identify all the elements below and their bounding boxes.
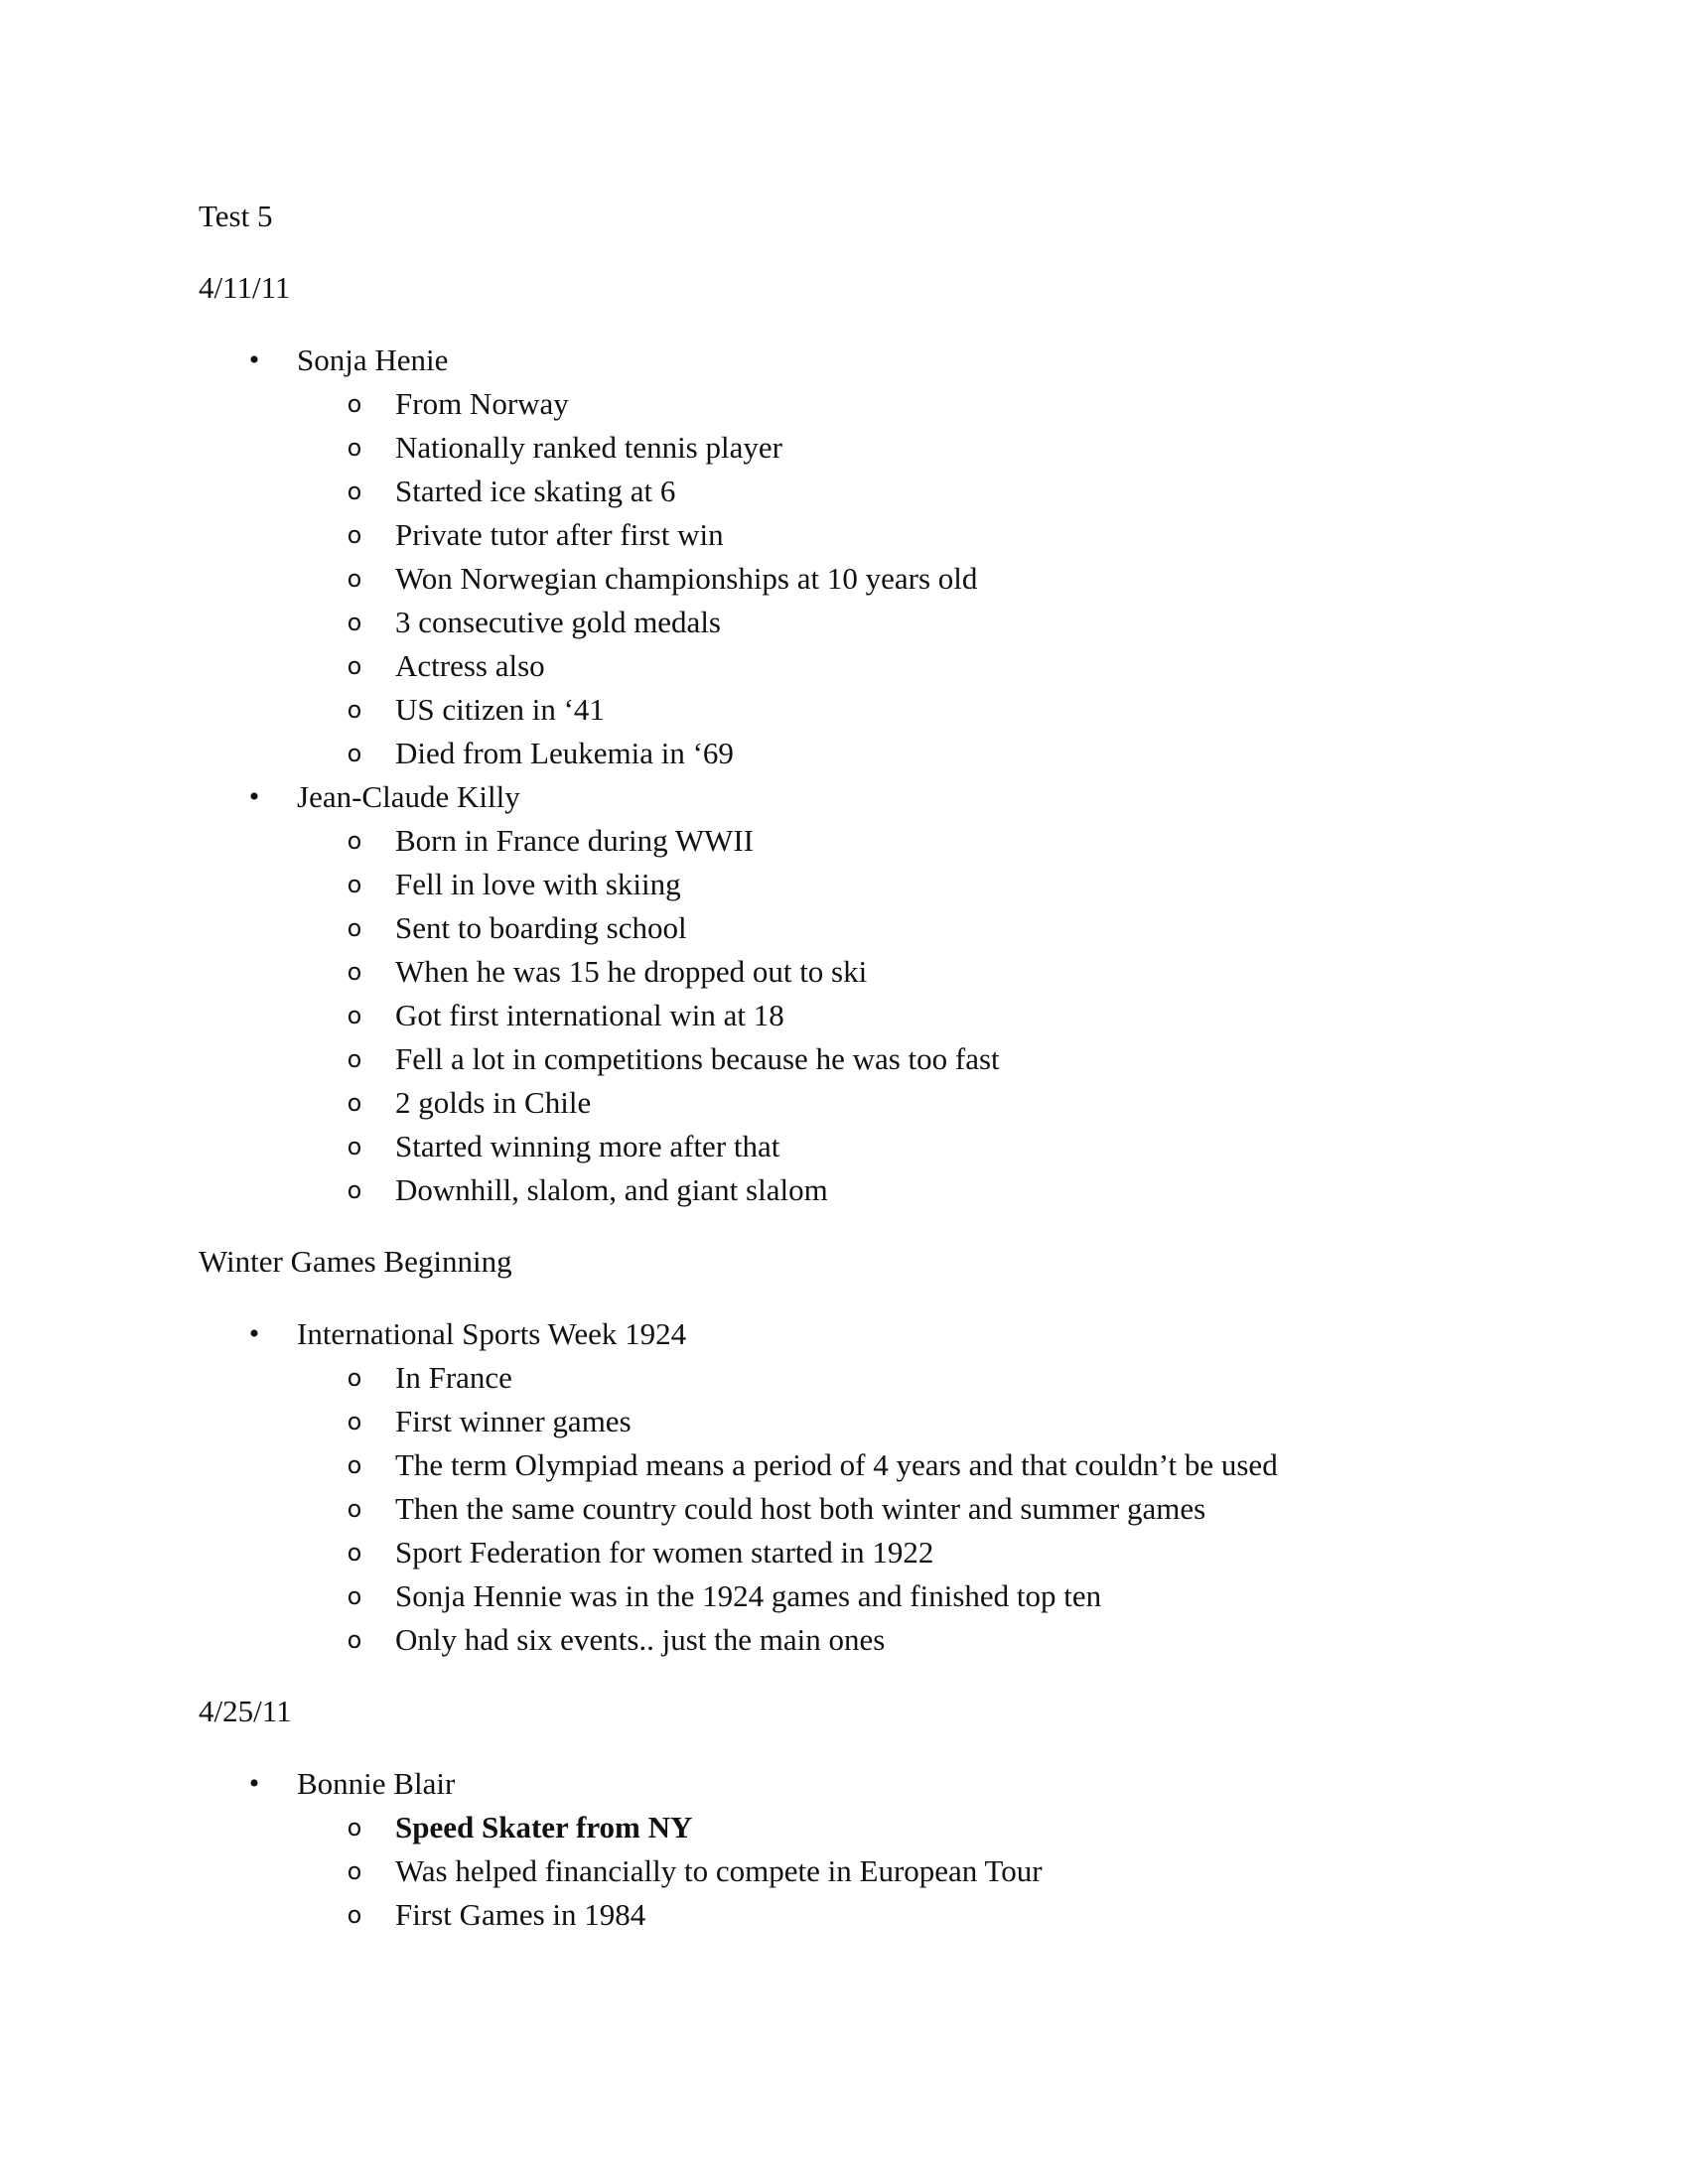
circle-bullet-icon: o [347, 1045, 362, 1073]
bullet-label: International Sports Week 1924 [297, 1316, 687, 1351]
circle-bullet-icon: o [347, 1408, 362, 1435]
circle-bullet-icon: o [347, 478, 362, 505]
circle-bullet-icon: o [347, 1495, 362, 1523]
sub-item: First winner games [395, 1404, 632, 1438]
circle-bullet-icon: o [347, 1133, 362, 1160]
sub-item-bold: Speed Skater from NY [395, 1810, 693, 1844]
sub-item: Sonja Hennie was in the 1924 games and finished top ten [395, 1578, 1102, 1613]
sub-item: Died from Leukemia in ‘69 [395, 736, 734, 770]
sub-item: Was helped financially to compete in European Tour [395, 1853, 1043, 1888]
sub-item: Actress also [395, 648, 545, 683]
circle-bullet-icon: o [347, 740, 362, 767]
circle-bullet-icon: o [347, 1089, 362, 1117]
sub-item: Fell a lot in competitions because he was too fast [395, 1041, 1000, 1076]
circle-bullet-icon: o [347, 1857, 362, 1885]
sub-item: Won Norwegian championships at 10 years old [395, 561, 978, 596]
sub-item: Downhill, slalom, and giant slalom [395, 1172, 828, 1207]
circle-bullet-icon: o [347, 1539, 362, 1567]
circle-bullet-icon: o [347, 652, 362, 680]
sub-item: Sport Federation for women started in 1922 [395, 1535, 934, 1570]
bullet-label: Bonnie Blair [297, 1766, 456, 1801]
bullet-icon: • [248, 343, 260, 376]
circle-bullet-icon: o [347, 1582, 362, 1610]
circle-bullet-icon: o [347, 1901, 362, 1929]
sub-item: Then the same country could host both winter and summer games [395, 1491, 1206, 1526]
sub-item: Only had six events.. just the main ones [395, 1622, 886, 1657]
sub-item: Private tutor after first win [395, 517, 724, 552]
bullet-label: Sonja Henie [297, 342, 449, 377]
sub-item: Nationally ranked tennis player [395, 430, 782, 465]
circle-bullet-icon: o [347, 434, 362, 462]
bullet-icon: • [248, 780, 260, 813]
document-title: Test 5 [199, 199, 273, 233]
circle-bullet-icon: o [347, 958, 362, 986]
sub-item: The term Olympiad means a period of 4 years and that couldn’t be used [395, 1447, 1278, 1482]
bullet-label: Jean-Claude Killy [297, 779, 520, 814]
sub-item: First Games in 1984 [395, 1897, 646, 1932]
section-heading: Winter Games Beginning [199, 1244, 512, 1279]
sub-item: Got first international win at 18 [395, 998, 784, 1032]
sub-item: Started ice skating at 6 [395, 474, 676, 508]
bullet-icon: • [248, 1767, 260, 1800]
sub-item: When he was 15 he dropped out to ski [395, 954, 868, 989]
circle-bullet-icon: o [347, 827, 362, 855]
sub-item: In France [395, 1360, 512, 1395]
sub-item: Sent to boarding school [395, 910, 687, 945]
date-heading: 4/11/11 [199, 270, 291, 305]
circle-bullet-icon: o [347, 871, 362, 898]
circle-bullet-icon: o [347, 1626, 362, 1654]
sub-item: US citizen in ‘41 [395, 692, 605, 727]
circle-bullet-icon: o [347, 1176, 362, 1204]
sub-item: 3 consecutive gold medals [395, 605, 721, 639]
sub-item: 2 golds in Chile [395, 1085, 592, 1120]
date-heading: 4/25/11 [199, 1694, 292, 1728]
circle-bullet-icon: o [347, 565, 362, 593]
sub-item: Fell in love with skiing [395, 867, 681, 901]
circle-bullet-icon: o [347, 1002, 362, 1029]
sub-item: Born in France during WWII [395, 823, 754, 858]
bullet-icon: • [248, 1317, 260, 1350]
circle-bullet-icon: o [347, 609, 362, 636]
circle-bullet-icon: o [347, 1364, 362, 1392]
sub-item: Started winning more after that [395, 1129, 780, 1163]
sub-item: From Norway [395, 386, 569, 421]
circle-bullet-icon: o [347, 696, 362, 724]
circle-bullet-icon: o [347, 1451, 362, 1479]
circle-bullet-icon: o [347, 1814, 362, 1842]
circle-bullet-icon: o [347, 914, 362, 942]
circle-bullet-icon: o [347, 521, 362, 549]
circle-bullet-icon: o [347, 390, 362, 418]
